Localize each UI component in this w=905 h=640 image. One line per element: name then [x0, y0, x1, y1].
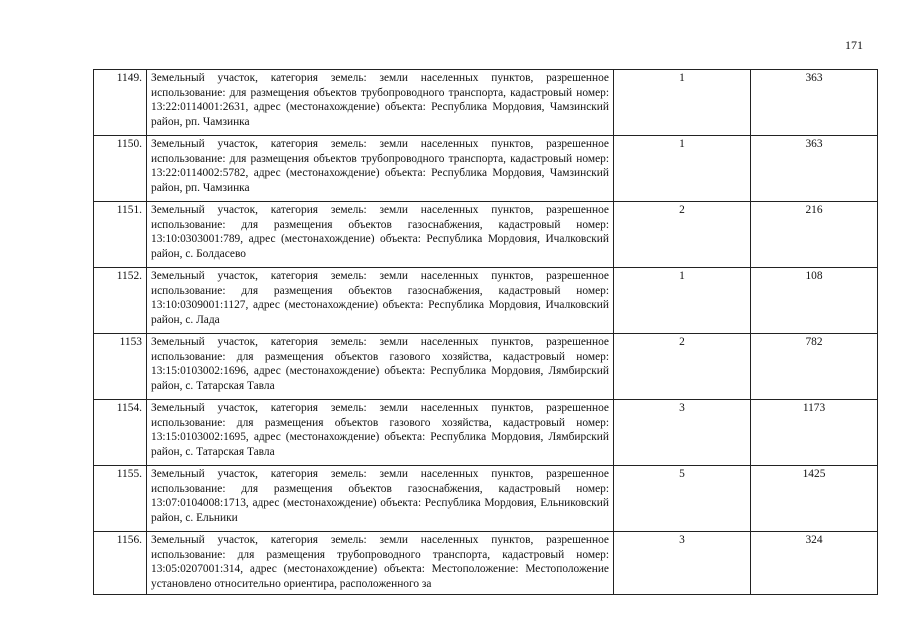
row-area: 363 [751, 70, 878, 136]
row-description: Земельный участок, категория земель: земли населенных пунктов, разрешенное использование: для размещения объектов газоснабжения, кадастровый номер: 13:10:0309001:1127, адрес (местонахождение) объекта: Республика Мордовия, Ичалковский район, с. Лада [147, 268, 614, 334]
row-quantity: 2 [614, 334, 751, 400]
row-quantity: 3 [614, 400, 751, 466]
table-row [94, 136, 878, 202]
row-description: Земельный участок, категория земель: земли населенных пунктов, разрешенное использование: для размещения объектов трубопроводного транспорта, кадастровый номер: 13:22:0114002:5782, адрес (местонахождение) объекта: Республика Мордовия, Чамзинский район, рп. Чамзинка [147, 136, 614, 202]
row-description: Земельный участок, категория земель: земли населенных пунктов, разрешенное использование: для размещения объектов газового хозяйства, кадастровый номер: 13:15:0103002:1696, адрес (местонахождение) объекта: Республика Мордовия, Лямбирский район, с. Татарская Тавла [147, 334, 614, 400]
row-area: 216 [751, 202, 878, 268]
row-number: 1153 [94, 334, 147, 400]
row-area: 782 [751, 334, 878, 400]
row-description: Земельный участок, категория земель: земли населенных пунктов, разрешенное использование: для размещения объектов газоснабжения, кадастровый номер: 13:07:0104008:1713, адрес (местонахождение) объекта: Республика Мордовия, Ельниковский район, с. Ельники [147, 466, 614, 532]
row-quantity: 3 [614, 532, 751, 595]
row-quantity: 1 [614, 268, 751, 334]
row-description: Земельный участок, категория земель: земли населенных пунктов, разрешенное использование: для размещения объектов газоснабжения, кадастровый номер: 13:10:0303001:789, адрес (местонахождение) объекта: Республика Мордовия, Ичалковский район, с. Болдасево [147, 202, 614, 268]
row-number: 1150. [94, 136, 147, 202]
row-description: Земельный участок, категория земель: земли населенных пунктов, разрешенное использование: для размещения объектов трубопроводного транспорта, кадастровый номер: 13:22:0114001:2631, адрес (местонахождение) объекта: Республика Мордовия, Чамзинский район, рп. Чамзинка [147, 70, 614, 136]
row-description: Земельный участок, категория земель: земли населенных пунктов, разрешенное использование: для размещения объектов газового хозяйства, кадастровый номер: 13:15:0103002:1695, адрес (местонахождение) объекта: Республика Мордовия, Лямбирский район, с. Татарская Тавла [147, 400, 614, 466]
table-row [94, 268, 878, 334]
row-quantity: 1 [614, 70, 751, 136]
row-number: 1154. [94, 400, 147, 466]
table-row [94, 400, 878, 466]
row-number: 1152. [94, 268, 147, 334]
row-number: 1156. [94, 532, 147, 595]
page-number: 171 [845, 38, 863, 52]
table-row [94, 466, 878, 532]
land-plots-table [93, 69, 878, 595]
row-quantity: 2 [614, 202, 751, 268]
table-row [94, 532, 878, 595]
table-row [94, 334, 878, 400]
row-number: 1151. [94, 202, 147, 268]
row-area: 1173 [751, 400, 878, 466]
row-number: 1155. [94, 466, 147, 532]
row-quantity: 5 [614, 466, 751, 532]
table-row [94, 202, 878, 268]
row-number: 1149. [94, 70, 147, 136]
row-area: 324 [751, 532, 878, 595]
row-area: 1425 [751, 466, 878, 532]
row-quantity: 1 [614, 136, 751, 202]
table-row [94, 70, 878, 136]
row-area: 108 [751, 268, 878, 334]
row-description: Земельный участок, категория земель: земли населенных пунктов, разрешенное использование: для размещения трубопроводного транспорта, кадастровый номер: 13:05:0207001:314, адрес (местонахождение) объекта: Местоположение: Местоположение установлено относительно ориентира, расположенного за [147, 532, 614, 595]
row-area: 363 [751, 136, 878, 202]
